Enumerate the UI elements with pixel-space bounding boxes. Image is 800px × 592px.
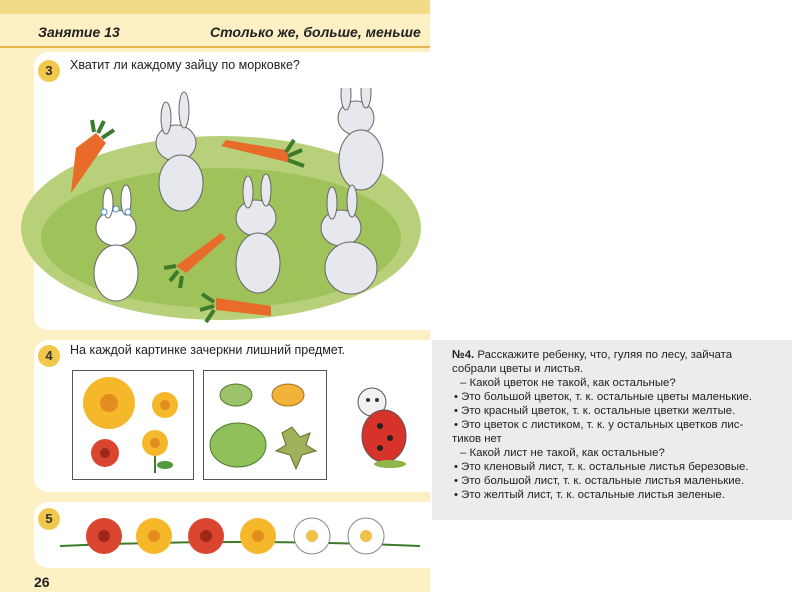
leaves-frame: [203, 370, 327, 480]
task-5-number: 5: [38, 508, 60, 530]
page-number: 26: [34, 574, 50, 590]
flower-pattern-row: [60, 512, 420, 564]
topic-title: Столько же, больше, меньше: [210, 24, 421, 40]
yellow-leaf-icon: [272, 384, 304, 406]
bunny-icon: [338, 88, 383, 190]
white-flower-icon: [294, 518, 330, 554]
yellow-flower-icon: [240, 518, 276, 554]
white-flower-icon: [348, 518, 384, 554]
ladybug-icon: [350, 380, 412, 470]
notes-answer: • Это большой лист, т. к. остальные листья маленькие.: [454, 475, 745, 487]
red-flower-icon: [86, 518, 122, 554]
task-3-text: Хватит ли каждому зайцу по морковке?: [70, 58, 300, 72]
task-3-number: 3: [38, 60, 60, 82]
notes-answer-cont: тиков нет: [452, 433, 502, 445]
notes-answer: • Это кленовый лист, т. к. остальные листья березовые.: [454, 461, 749, 473]
notes-line-1: №4. Расскажите ребенку, что, гуляя по лесу, зайчата: [452, 349, 733, 361]
notes-question: – Какой лист не такой, как остальные?: [460, 447, 665, 459]
header-divider: [0, 46, 430, 48]
notes-heading: №4.: [452, 349, 475, 361]
notes-answer: • Это цветок с листиком, т. к. у остальных цветков лис-: [454, 419, 744, 431]
page-header: [0, 20, 430, 48]
task-4-text: На каждой картинке зачеркни лишний предмет.: [70, 343, 346, 357]
small-green-leaf-icon: [220, 384, 252, 406]
small-yellow-flower-icon: [152, 392, 178, 418]
red-flower-icon: [188, 518, 224, 554]
task-4-number: 4: [38, 345, 60, 367]
flower-with-leaf-icon: [142, 430, 173, 473]
notes-answer: • Это красный цветок, т. к. остальные цветки желтые.: [454, 405, 736, 417]
notes-line-2: собрали цветы и листья.: [452, 363, 584, 375]
large-green-leaf-icon: [210, 423, 266, 467]
bunnies-carrots-illustration: [16, 88, 426, 323]
flowers-frame: [72, 370, 194, 480]
top-stripe: [0, 0, 430, 14]
lesson-title: Занятие 13: [38, 24, 120, 40]
teacher-notes: [432, 340, 792, 520]
notes-answer: • Это большой цветок, т. к. остальные цветы маленькие.: [454, 391, 753, 403]
yellow-flower-icon: [136, 518, 172, 554]
notes-answer: • Это желтый лист, т. к. остальные листья зеленые.: [454, 489, 725, 501]
notes-question: – Какой цветок не такой, как остальные?: [460, 377, 676, 389]
large-yellow-flower-icon: [83, 377, 135, 429]
red-flower-icon: [91, 439, 119, 467]
maple-leaf-icon: [276, 427, 316, 469]
